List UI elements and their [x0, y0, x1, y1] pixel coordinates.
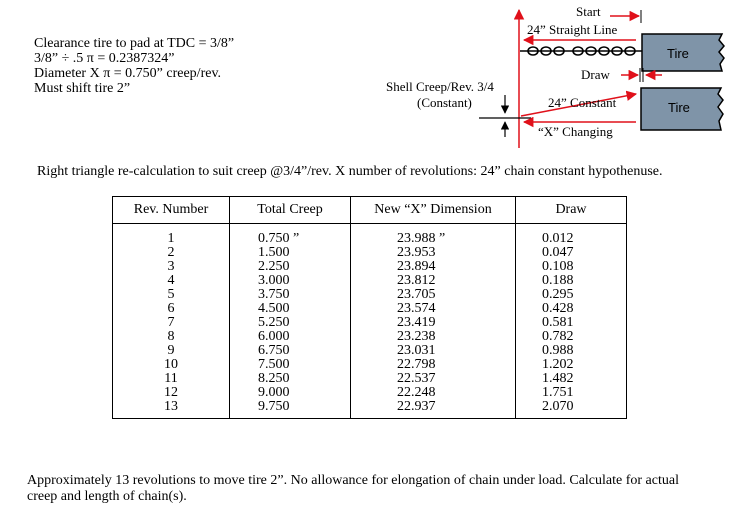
rev-number-cell: 8 [167, 329, 175, 344]
draw-cell: 1.482 [542, 371, 574, 386]
new-x-cell: 23.953 [397, 245, 436, 260]
draw-cell: 0.108 [542, 259, 574, 274]
rev-number-cell: 7 [167, 315, 175, 330]
note-line-4: Must shift tire 2” [34, 81, 131, 96]
rev-number-cell: 6 [167, 301, 175, 316]
table-header-row [113, 197, 627, 224]
rev-number-cell: 10 [164, 357, 178, 372]
total-creep-column [230, 224, 351, 419]
tire-top-label: Tire [667, 46, 689, 61]
constant-label: 24” Constant [548, 95, 617, 110]
new-x-cell: 23.031 [397, 343, 436, 358]
note-line-2: 3/8” ÷ .5 π = 0.2387324” [34, 51, 175, 66]
new-x-cell: 23.574 [397, 301, 436, 316]
total-creep-cell: 4.500 [258, 301, 290, 316]
draw-label: Draw [581, 67, 610, 82]
total-creep-cell: 3.750 [258, 287, 290, 302]
total-creep-cell: 1.500 [258, 245, 290, 260]
draw-cell: 0.188 [542, 273, 574, 288]
header-rev-number: Rev. Number [113, 197, 230, 224]
draw-cell: 0.047 [542, 245, 574, 260]
total-creep-cell: 9.750 [258, 399, 290, 414]
new-x-cell: 22.798 [397, 357, 436, 372]
new-x-column [351, 224, 516, 419]
new-x-cell: 23.238 [397, 329, 436, 344]
footer-note: Approximately 13 revolutions to move tire 2”. No allowance for elongation of chain under load. Calculate for actual creep and length of chain(s). [27, 473, 679, 504]
draw-cell: 2.070 [542, 399, 574, 414]
rev-number-cell: 5 [167, 287, 175, 302]
chain [520, 47, 642, 55]
note-line-3: Diameter X π = 0.750” creep/rev. [34, 66, 222, 81]
total-creep-cell: 6.750 [258, 343, 290, 358]
draw-column [516, 224, 627, 419]
total-creep-cell: 8.250 [258, 371, 290, 386]
new-x-cell: 22.248 [397, 385, 436, 400]
rev-number-cell: 12 [164, 385, 178, 400]
draw-cell: 0.581 [542, 315, 574, 330]
total-creep-cell: 9.000 [258, 385, 290, 400]
new-x-cell: 22.937 [397, 399, 436, 414]
header-total-creep: Total Creep [230, 197, 351, 224]
draw-cell: 1.751 [542, 385, 574, 400]
total-creep-cell: 6.000 [258, 329, 290, 344]
total-creep-cell: 7.500 [258, 357, 290, 372]
new-x-cell: 23.894 [397, 259, 436, 274]
x-changing-label: “X” Changing [538, 124, 613, 139]
rev-number-column [113, 224, 230, 419]
total-creep-cell: 3.000 [258, 273, 290, 288]
rev-number-cell: 11 [164, 371, 178, 386]
constant-paren-label: (Constant) [417, 95, 472, 110]
header-new-x-dimension: New “X” Dimension [351, 197, 516, 224]
straight-line-label: 24” Straight Line [527, 22, 618, 37]
total-creep-cell: 2.250 [258, 259, 290, 274]
new-x-cell: 23.705 [397, 287, 436, 302]
draw-cell: 1.202 [542, 357, 574, 372]
shell-creep-label: Shell Creep/Rev. 3/4 [386, 79, 494, 94]
draw-cell: 0.012 [542, 231, 574, 246]
new-x-cell: 23.988 ” [397, 231, 446, 246]
draw-cell: 0.782 [542, 329, 574, 344]
header-draw: Draw [516, 197, 627, 224]
new-x-cell: 22.537 [397, 371, 436, 386]
rev-number-cell: 13 [164, 399, 178, 414]
chain-creep-diagram [0, 0, 731, 150]
draw-cell: 0.988 [542, 343, 574, 358]
new-x-cell: 23.812 [397, 273, 436, 288]
draw-cell: 0.295 [542, 287, 574, 302]
draw-cell: 0.428 [542, 301, 574, 316]
table-row [113, 224, 627, 419]
creep-table [112, 196, 627, 419]
new-x-cell: 23.419 [397, 315, 436, 330]
rev-number-cell: 4 [167, 273, 175, 288]
rev-number-cell: 9 [167, 343, 175, 358]
total-creep-cell: 5.250 [258, 315, 290, 330]
table-caption: Right triangle re-calculation to suit creep @3/4”/rev. X number of revolutions: 24” chain constant hypothenuse. [37, 164, 663, 179]
tire-bottom-label: Tire [668, 100, 690, 115]
rev-number-cell: 1 [167, 231, 175, 246]
total-creep-cell: 0.750 ” [258, 231, 300, 246]
start-label: Start [576, 4, 601, 19]
rev-number-cell: 2 [167, 245, 175, 260]
rev-number-cell: 3 [167, 259, 175, 274]
note-line-1: Clearance tire to pad at TDC = 3/8” [34, 36, 235, 51]
